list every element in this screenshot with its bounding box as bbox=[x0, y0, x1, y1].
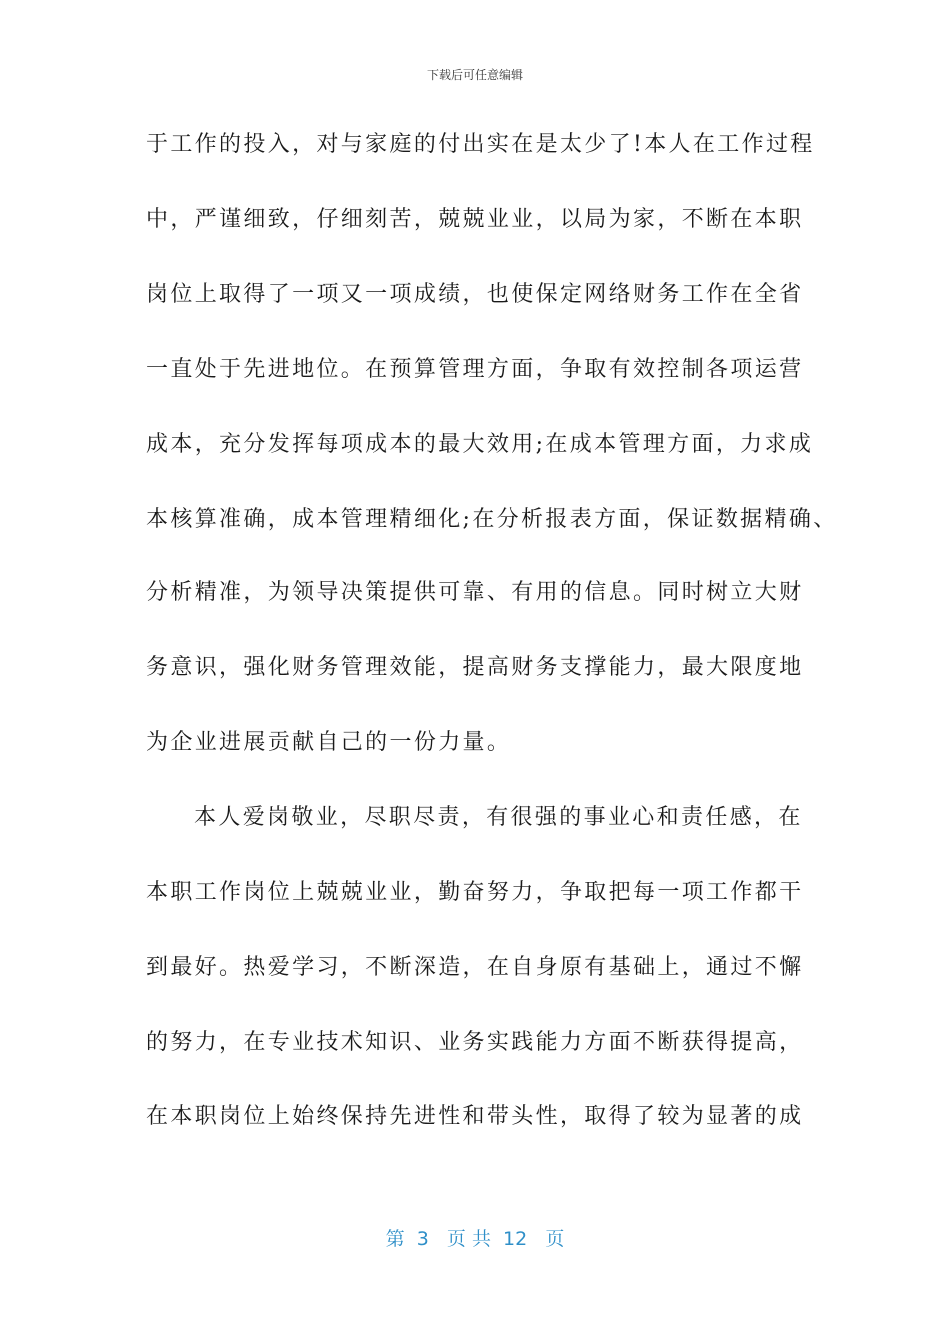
paragraph-first-line: 本人爱岗敬业，尽职尽责，有很强的事业心和责任感，在 bbox=[194, 805, 803, 830]
text-line: 本职工作岗位上兢兢业业，勤奋努力，争取把每一项工作都干 bbox=[146, 880, 804, 905]
text-line: 成本，充分发挥每项成本的最大效用;在成本管理方面，力求成 bbox=[146, 432, 814, 457]
text-line: 务意识，强化财务管理效能，提高财务支撑能力，最大限度地 bbox=[146, 655, 804, 680]
text-line: 本核算准确，成本管理精细化;在分析报表方面，保证数据精确、 bbox=[146, 507, 838, 532]
text-line: 在本职岗位上始终保持先进性和带头性，取得了较为显著的成 bbox=[146, 1104, 804, 1129]
text-line: 的努力，在专业技术知识、业务实践能力方面不断获得提高， bbox=[146, 1030, 804, 1055]
text-line: 中，严谨细致，仔细刻苦，兢兢业业，以局为家，不断在本职 bbox=[146, 207, 804, 232]
text-line: 为企业进展贡献自己的一份力量。 bbox=[146, 730, 512, 755]
text-line: 岗位上取得了一项又一项成绩，也使保定网络财务工作在全省 bbox=[146, 282, 804, 307]
text-line: 于工作的投入，对与家庭的付出实在是太少了!本人在工作过程 bbox=[146, 132, 815, 157]
text-line: 到最好。热爱学习，不断深造，在自身原有基础上，通过不懈 bbox=[146, 955, 804, 980]
text-line: 分析精准，为领导决策提供可靠、有用的信息。同时树立大财 bbox=[146, 580, 804, 605]
page-number: 第 3 页 共 12 页 bbox=[385, 1228, 565, 1250]
page-header-note: 下载后可任意编辑 bbox=[426, 68, 523, 82]
text-line: 一直处于先进地位。在预算管理方面，争取有效控制各项运营 bbox=[146, 357, 804, 382]
